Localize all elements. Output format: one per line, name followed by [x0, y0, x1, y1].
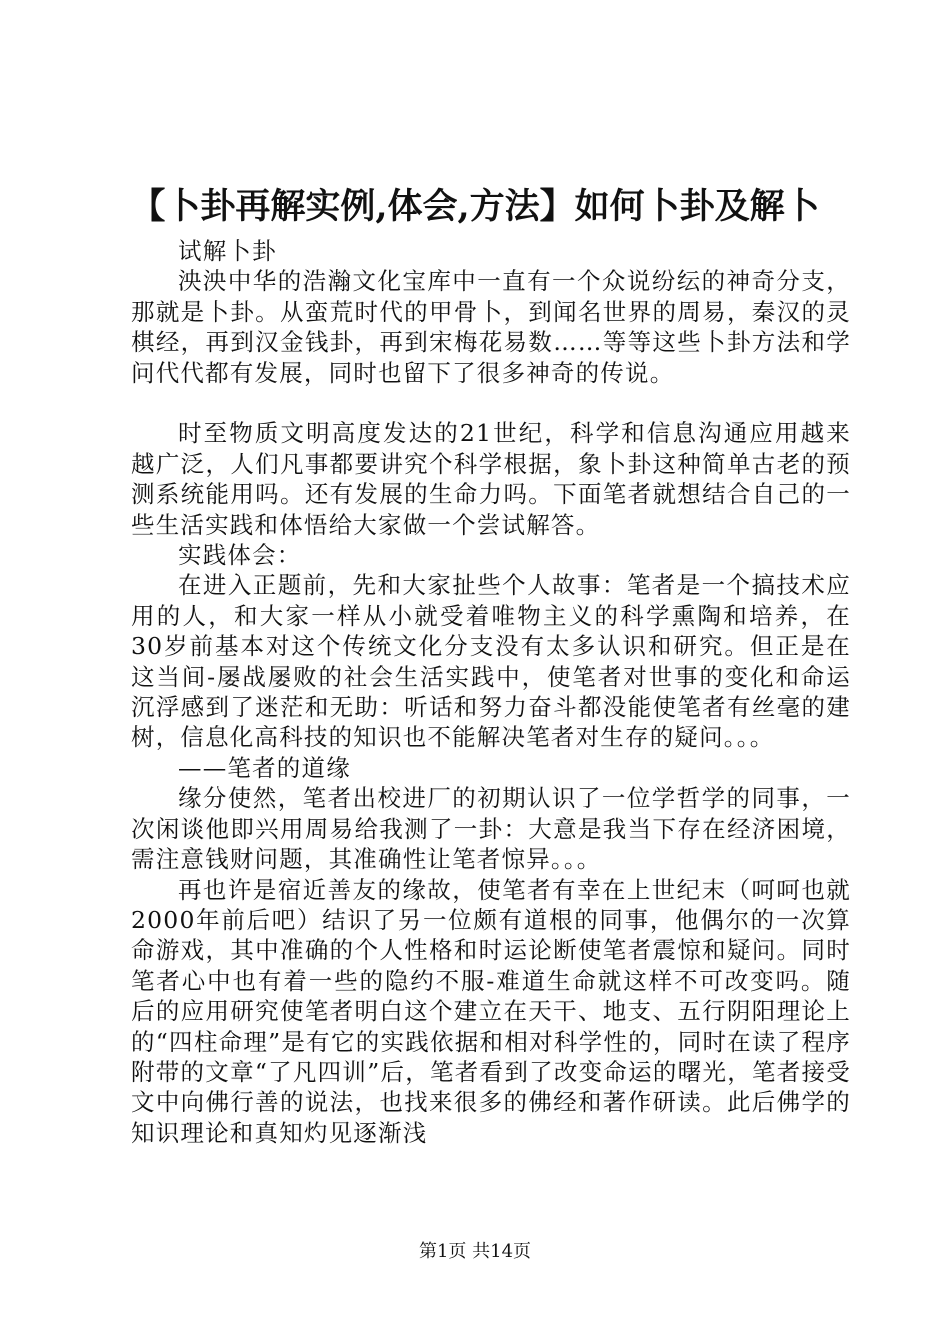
document-body — [131, 236, 851, 1148]
paragraph: 在进入正题前，先和大家扯些个人故事：笔者是一个搞技术应用的人，和大家一样从小就受着唯物主义的科学熏陶和培养，在30岁前基本对这个传统文化分支没有太多认识和研究。但正是在这当间-屡战屡败的社会生活实践中，使笔者对世事的变化和命运沉浮感到了迷茫和无助：听话和努力奋斗都没能使笔者有丝毫的建树，信息化高科技的知识也不能解决笔者对生存的疑问。。。 — [131, 571, 851, 752]
paragraph-section-heading: 试解卜卦 — [178, 237, 277, 265]
page-number-footer: 第1页 共14页 — [418, 1241, 532, 1262]
paragraph-spacer — [131, 388, 851, 418]
paragraph: 时至物质文明高度发达的21世纪，科学和信息沟通应用越来越广泛，人们凡事都要讲究个科学根据，象卜卦这种简单古老的预测系统能用吗。还有发展的生命力吗。下面笔者就想结合自己的一些生活实践和体悟给大家做一个尝试解答。 — [131, 419, 851, 539]
paragraph: 缘分使然，笔者出校进厂的初期认识了一位学哲学的同事，一次闲谈他即兴用周易给我测了一卦：大意是我当下存在经济困境，需注意钱财问题，其准确性让笔者惊异。。。 — [131, 784, 851, 874]
paragraph-section-heading: 实践体会： — [178, 541, 302, 570]
paragraph: 再也许是宿近善友的缘故，使笔者有幸在上世纪末（呵呵也就2000年前后吧）结识了另一位颇有道根的同事，他偶尔的一次算命游戏，其中准确的个人性格和时运论断使笔者震惊和疑问。同时笔者心中也有着一些的隐约不服-难道生命就这样不可改变吗。随后的应用研究使笔者明白这个建立在天干、地支、五行阴阳理论上的“四柱命理”是有它的实践依据和相对科学性的，同时在读了程序附带的文章“了凡四训”后，笔者看到了改变命运的曙光，笔者接受文中向佛行善的说法，也找来很多的佛经和著作研读。此后佛学的知识理论和真知灼见逐渐浅 — [131, 875, 851, 1147]
paragraph: 泱泱中华的浩瀚文化宝库中一直有一个众说纷纭的神奇分支，那就是卜卦。从蛮荒时代的甲骨卜，到闻名世界的周易，秦汉的灵棋经，再到汉金钱卦，再到宋梅花易数……等等这些卜卦方法和学问代代都有发展，同时也留下了很多神奇的传说。 — [131, 267, 851, 387]
document-title: 【卜卦再解实例,体会,方法】如何卜卦及解卜 — [130, 186, 820, 227]
paragraph-subheading: ——笔者的道缘 — [178, 753, 351, 782]
